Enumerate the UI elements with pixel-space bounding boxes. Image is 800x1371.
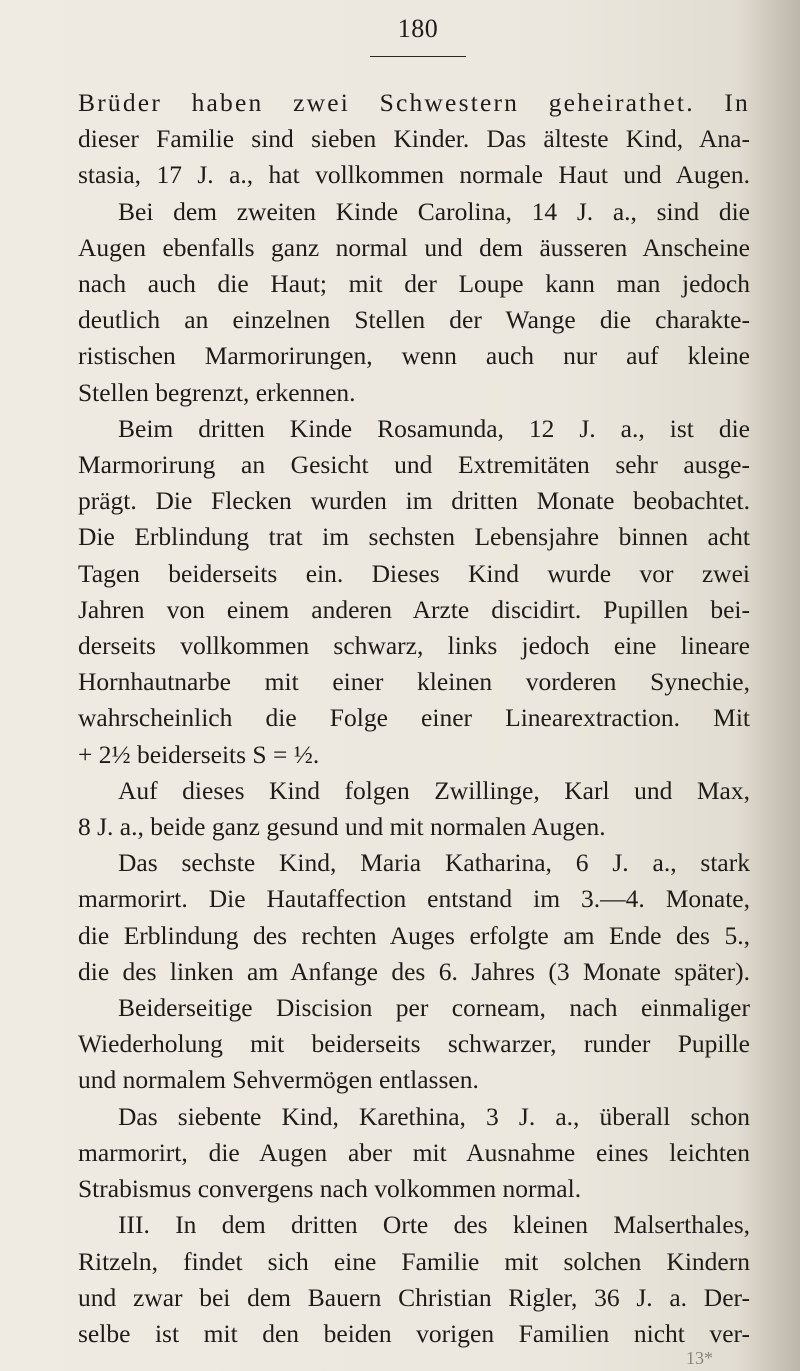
text-line: Stellen begrenzt, erkennen.	[78, 377, 356, 407]
signature-mark: 13*	[686, 1348, 713, 1368]
paragraph-1	[78, 85, 750, 194]
text-line: und zwar bei dem Bauern Christian Rigler, 36 J. a. Der-	[78, 1282, 750, 1312]
text-line: Strabismus convergens nach volkommen normal.	[78, 1174, 582, 1204]
text-line: marmorirt, die Augen aber mit Ausnahme eines leichten	[78, 1137, 750, 1167]
text-line: ristischen Marmorirungen, wenn auch nur auf kleine	[78, 341, 750, 371]
paragraph-5	[78, 845, 750, 990]
text-line: derseits vollkommen schwarz, links jedoch eine lineare	[78, 631, 750, 661]
page-number: 180	[397, 14, 439, 43]
paragraph-4	[78, 773, 750, 845]
text-line: Das siebente Kind, Karethina, 3 J. a., überall schon	[118, 1101, 750, 1131]
text-line: und normalem Sehvermögen entlassen.	[78, 1065, 479, 1095]
paragraph-7	[78, 1099, 750, 1208]
text-line: Jahren von einem anderen Arzte discidirt. Pupillen bei-	[78, 594, 750, 624]
text-line: Die Erblindung trat im sechsten Lebensjahre binnen acht	[78, 522, 750, 552]
formula-line: + 2½ beiderseits S = ½.	[78, 739, 320, 769]
text-line: nach auch die Haut; mit der Loupe kann man jedoch	[78, 269, 750, 299]
text-line: Auf dieses Kind folgen Zwillinge, Karl und Max,	[118, 775, 750, 805]
paragraph-3	[78, 411, 750, 773]
text-line: prägt. Die Flecken wurden im dritten Monate beobachtet.	[78, 486, 750, 516]
text-line: Brüder haben zwei Schwestern geheirathet. In	[78, 88, 750, 117]
text-line: Marmorirung an Gesicht und Extremitäten sehr ausge-	[78, 450, 750, 480]
text-line: Ritzeln, findet sich eine Familie mit solchen Kindern	[78, 1246, 750, 1276]
text-line: die des linken am Anfange des 6. Jahres (3 Monate später).	[78, 956, 750, 986]
text-line: Tagen beiderseits ein. Dieses Kind wurde vor zwei	[78, 558, 750, 588]
text-line: die Erblindung des rechten Auges erfolgte am Ende des 5.,	[78, 920, 750, 950]
text-line: deutlich an einzelnen Stellen der Wange die charakte-	[78, 305, 750, 335]
text-line: Das sechste Kind, Maria Katharina, 6 J. a., stark	[118, 848, 750, 878]
text-line: Wiederholung mit beiderseits schwarzer, runder Pupille	[78, 1029, 750, 1059]
text-line: Beim dritten Kinde Rosamunda, 12 J. a., ist die	[118, 413, 750, 443]
text-line: stasia, 17 J. a., hat vollkommen normale Haut und Augen.	[78, 160, 750, 190]
text-line: dieser Familie sind sieben Kinder. Das älteste Kind, Ana-	[78, 124, 750, 154]
text-line: Bei dem zweiten Kinde Carolina, 14 J. a., sind die	[118, 196, 750, 226]
text-line: III. In dem dritten Orte des kleinen Malserthales,	[118, 1210, 750, 1240]
text-line: marmorirt. Die Hautaffection entstand im 3.—4. Monate,	[78, 884, 750, 914]
text-line: wahrscheinlich die Folge einer Linearextraction. Mit	[78, 703, 750, 733]
text-line: selbe ist mit den beiden vorigen Familien nicht ver-	[78, 1318, 750, 1348]
paragraph-6	[78, 990, 750, 1099]
text-line: Hornhautnarbe mit einer kleinen vorderen Synechie,	[78, 667, 750, 697]
header-rule	[370, 56, 466, 57]
paragraph-8	[78, 1207, 750, 1352]
body-text	[78, 85, 750, 1352]
text-line: Beiderseitige Discision per corneam, nach einmaliger	[118, 993, 750, 1023]
text-line: Augen ebenfalls ganz normal und dem äusseren Anscheine	[78, 232, 750, 262]
paragraph-2	[78, 194, 750, 411]
text-line: 8 J. a., beide ganz gesund und mit normalen Augen.	[78, 812, 606, 842]
